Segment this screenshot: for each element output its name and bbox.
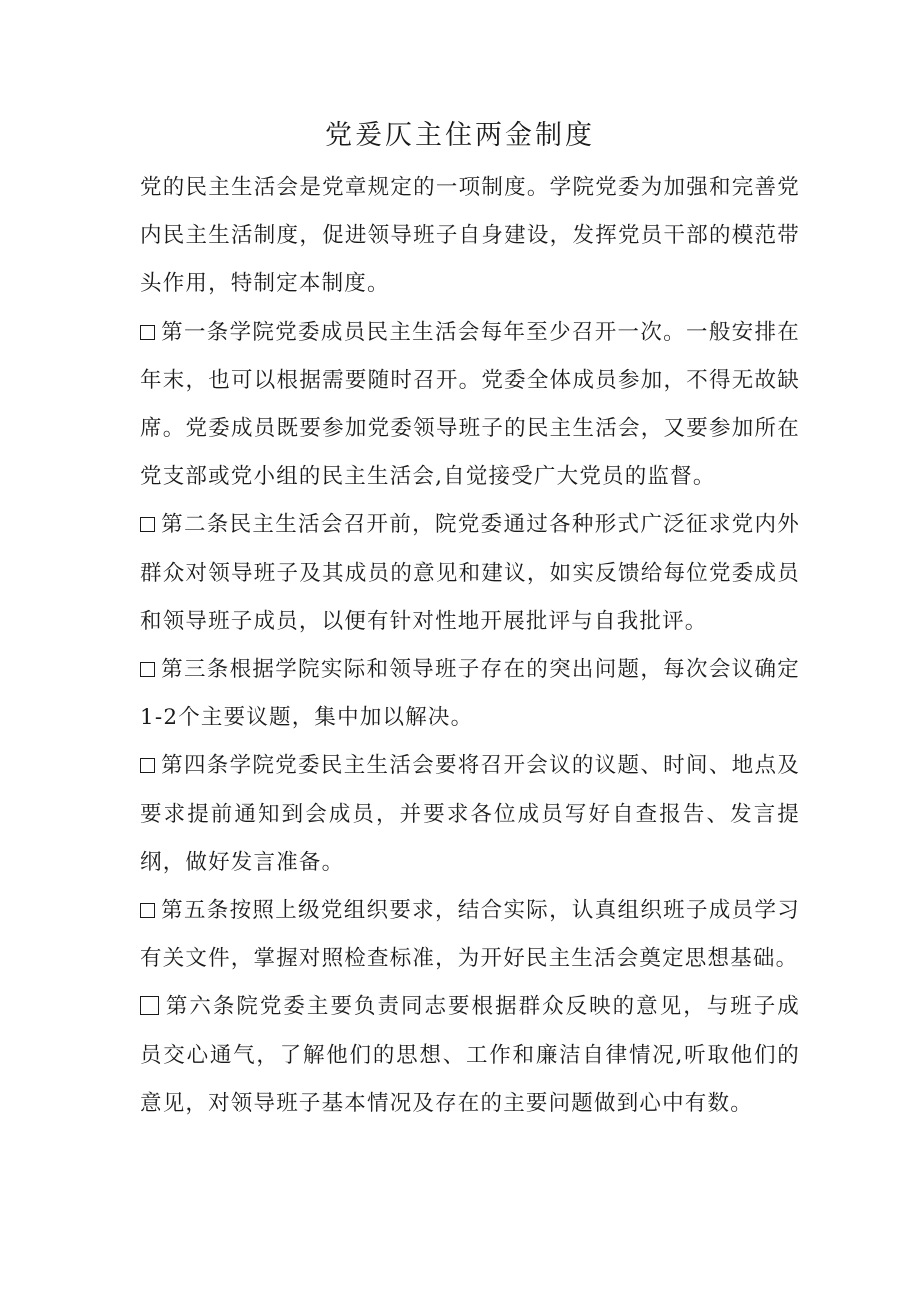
article-4 [140,742,800,887]
article-text: 第二条民主生活会召开前，院党委通过各种形式广泛征求党内外群众对领导班子及其成员的意见和建议，如实反馈给每位党委成员和领导班子成员，以便有针对性地开展批评与自我批评。 [140,512,800,634]
article-text: 第五条按照上级党组织要求，结合实际，认真组织班子成员学习有关文件，掌握对照检查标准，为开好民主生活会奠定思想基础。 [140,898,800,972]
article-3 [140,646,800,742]
document-title: 党爰仄主住两金制度 [325,120,595,151]
article-text: 第六条院党委主要负责同志要根据群众反映的意见，与班子成员交心通气，了解他们的思想、工作和廉洁自律情况,听取他们的意见，对领导班子基本情况及存在的主要问题做到心中有数。 [140,994,800,1116]
checkbox-icon [140,903,155,918]
article-6 [140,983,800,1128]
intro-paragraph: 党的民主生活会是党章规定的一项制度。学院党委为加强和完善党内民主生活制度，促进领导班子自身建设，发挥党员干部的模范带头作用，特制定本制度。 [140,175,800,297]
checkbox-icon [140,996,159,1015]
article-text: 第三条根据学院实际和领导班子存在的突出问题，每次会议确定1-2个主要议题，集中加以解决。 [140,657,800,731]
document-body [140,164,800,1128]
article-1 [140,309,800,502]
article-2 [140,501,800,646]
article-text: 第一条学院党委成员民主生活会每年至少召开一次。一般安排在年末，也可以根据需要随时召开。党委全体成员参加，不得无故缺席。党委成员既要参加党委领导班子的民主生活会，又要参加所在党支部或党小组的民主生活会,自觉接受广大党员的监督。 [140,319,800,490]
checkbox-icon [140,517,155,532]
checkbox-icon [140,758,155,773]
checkbox-icon [140,325,155,340]
article-5 [140,887,800,983]
checkbox-icon [140,662,155,677]
article-text: 第四条学院党委民主生活会要将召开会议的议题、时间、地点及要求提前通知到会成员，并要求各位成员写好自查报告、发言提纲，做好发言准备。 [140,753,800,875]
